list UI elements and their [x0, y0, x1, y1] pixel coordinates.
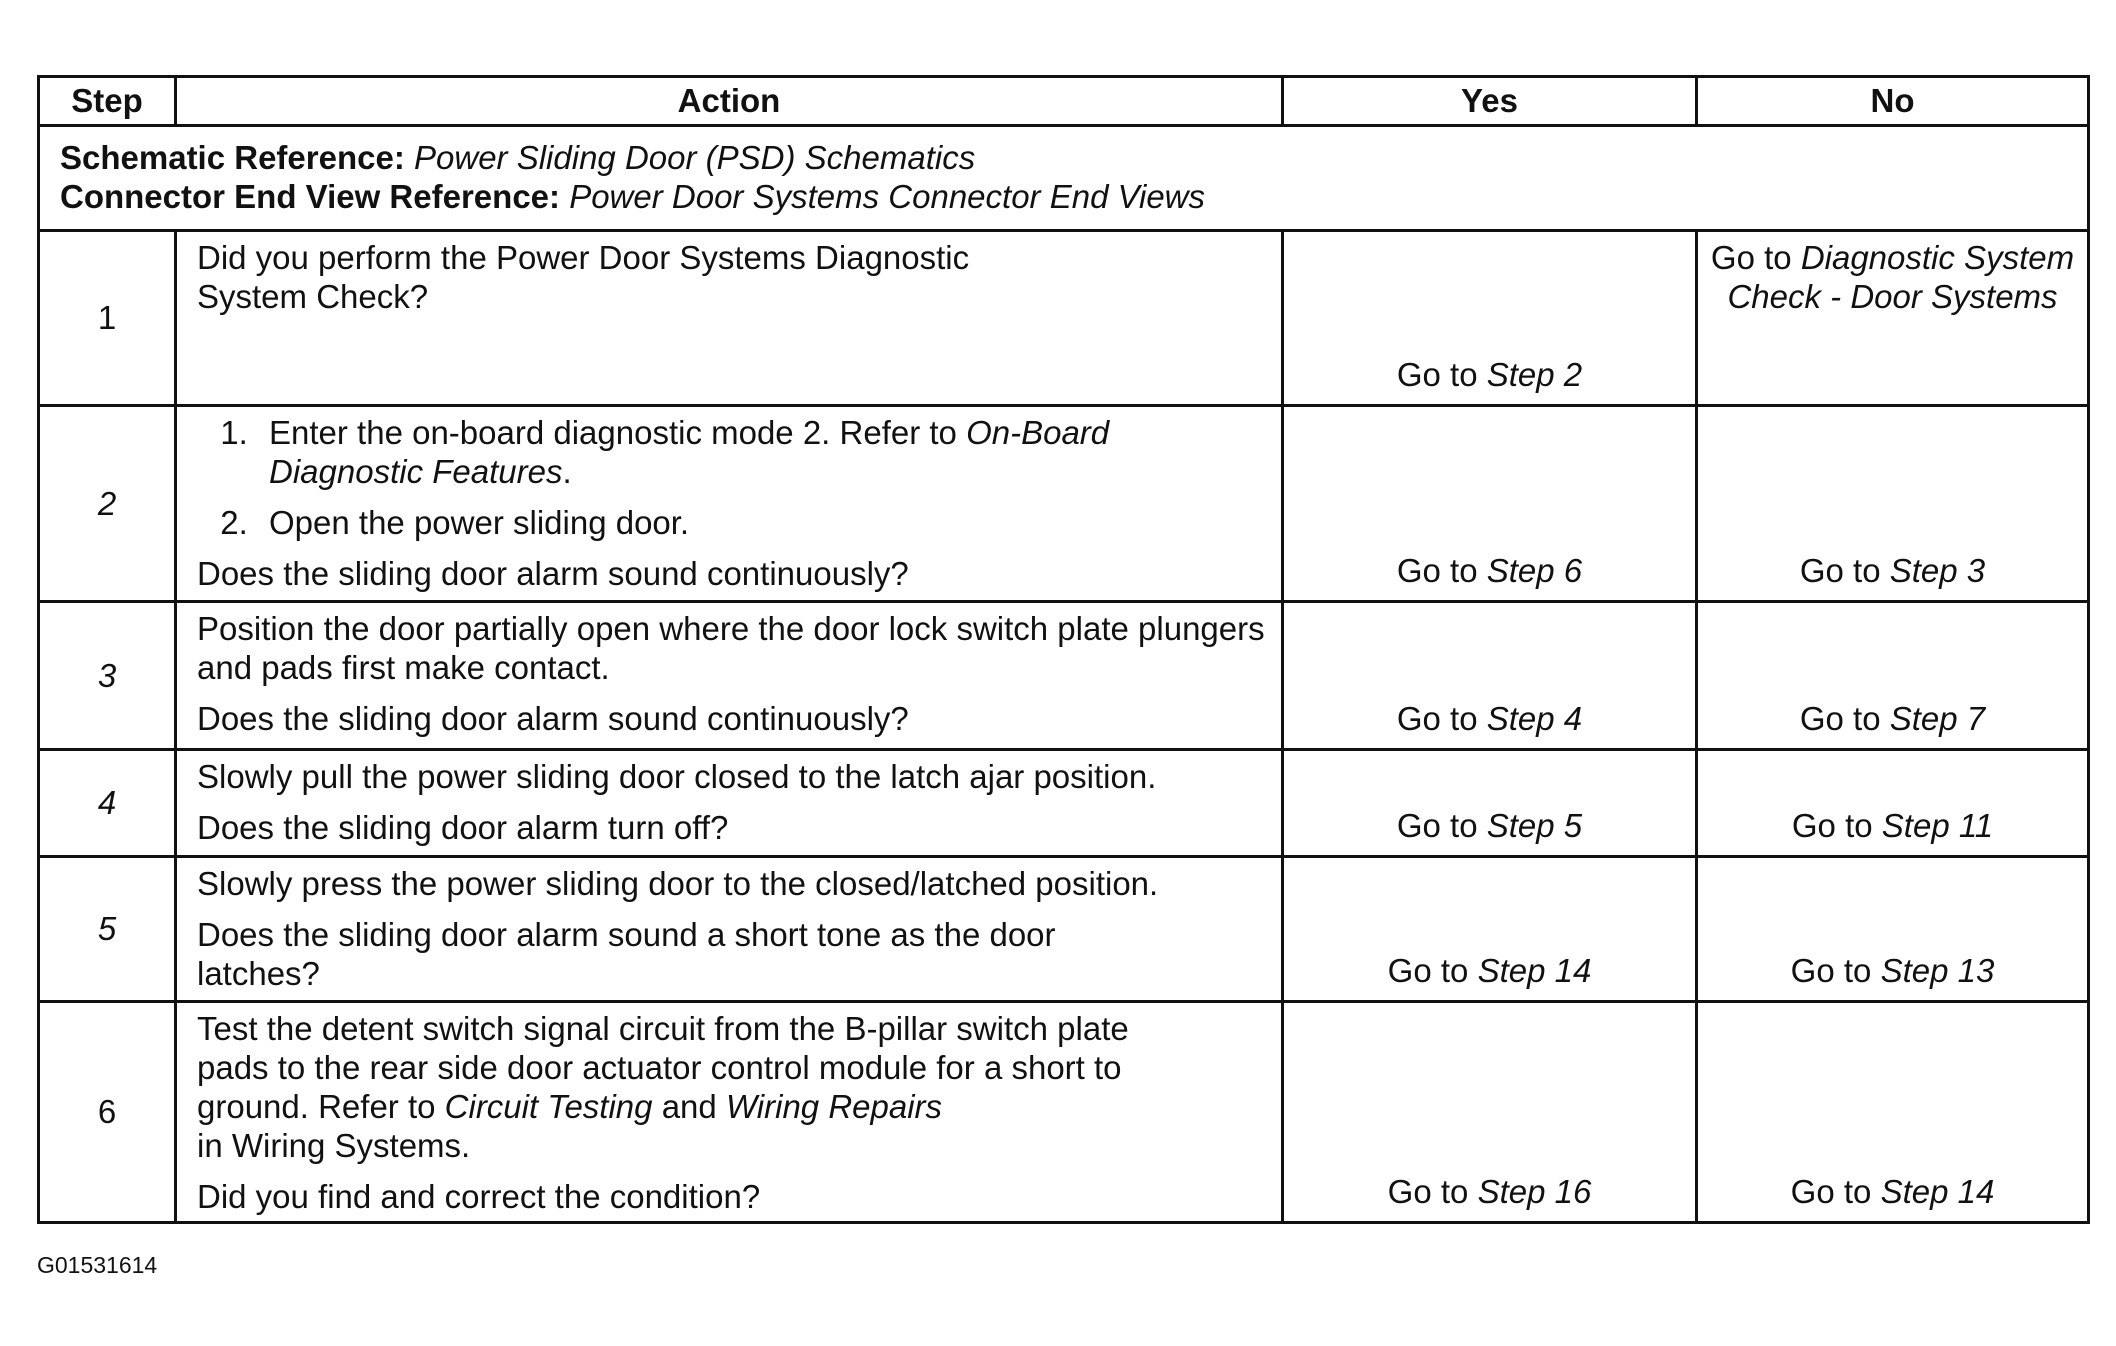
yes-cell — [1283, 602, 1697, 750]
header-action: Action — [176, 77, 1283, 126]
action-instruction: Slowly pull the power sliding door closed to the latch ajar position. — [197, 758, 1157, 795]
action-link[interactable]: Wiring Repairs — [725, 1088, 943, 1125]
yes-cell — [1283, 750, 1697, 857]
schematic-reference-label: Schematic Reference: — [60, 139, 405, 176]
step-number: 5 — [39, 857, 176, 1002]
yes-prefix: Go to — [1396, 356, 1487, 393]
no-cell — [1697, 1002, 2089, 1223]
yes-prefix: Go to — [1396, 552, 1487, 589]
action-text: and — [652, 1088, 726, 1125]
no-step-link[interactable]: Step 7 — [1889, 700, 1986, 737]
action-text: Enter the on-board diagnostic mode 2. Refer to — [269, 414, 967, 451]
action-question: Does the sliding door alarm sound a short tone as the door latches? — [197, 916, 1056, 992]
diagnostic-table — [37, 75, 2090, 1224]
yes-prefix: Go to — [1396, 807, 1487, 844]
no-step-link[interactable]: Step 11 — [1881, 807, 1994, 844]
action-cell — [176, 406, 1283, 602]
yes-cell — [1283, 857, 1697, 1002]
action-cell — [176, 1002, 1283, 1223]
no-step-link[interactable]: Step 14 — [1880, 1173, 1995, 1210]
table-row — [39, 1002, 2089, 1223]
action-question: Does the sliding door alarm sound continuously? — [197, 555, 909, 592]
step-number: 2 — [39, 406, 176, 602]
no-prefix: Go to — [1710, 239, 1801, 276]
no-prefix: Go to — [1799, 552, 1890, 589]
action-cell — [176, 602, 1283, 750]
yes-step-link[interactable]: Step 14 — [1477, 952, 1592, 989]
no-cell — [1697, 231, 2089, 406]
table-row — [39, 406, 2089, 602]
step-number: 4 — [39, 750, 176, 857]
step-number: 3 — [39, 602, 176, 750]
header-step: Step — [39, 77, 176, 126]
header-yes: Yes — [1283, 77, 1697, 126]
header-row — [39, 77, 2089, 126]
yes-prefix: Go to — [1387, 1173, 1478, 1210]
action-list-item — [257, 413, 1265, 491]
action-link[interactable]: On-Board Diagnostic Features — [269, 414, 1110, 490]
action-text-end: . — [562, 453, 572, 490]
figure-code: G01531614 — [37, 1252, 158, 1278]
connector-reference-link[interactable]: Power Door Systems Connector End Views — [569, 178, 1206, 215]
no-prefix: Go to — [1791, 807, 1882, 844]
action-question: Did you perform the Power Door Systems Diagnostic System Check? — [197, 239, 970, 315]
no-cell — [1697, 750, 2089, 857]
yes-step-link[interactable]: Step 16 — [1477, 1173, 1592, 1210]
action-question: Does the sliding door alarm turn off? — [197, 809, 729, 846]
yes-cell — [1283, 1002, 1697, 1223]
header-no: No — [1697, 77, 2089, 126]
no-prefix: Go to — [1799, 700, 1890, 737]
no-step-link[interactable]: Diagnostic System Check - Door Systems — [1727, 239, 2075, 315]
action-cell — [176, 231, 1283, 406]
action-instruction: Slowly press the power sliding door to the closed/latched position. — [197, 865, 1159, 902]
action-cell — [176, 750, 1283, 857]
reference-cell — [39, 126, 2089, 231]
yes-step-link[interactable]: Step 5 — [1486, 807, 1583, 844]
no-step-link[interactable]: Step 3 — [1889, 552, 1986, 589]
action-text: Test the detent switch signal circuit from the B-pillar switch plate pads to the rear side door actuator control module for a short to ground. Refer to — [197, 1010, 1129, 1125]
action-link[interactable]: Circuit Testing — [444, 1088, 653, 1125]
table-row — [39, 857, 2089, 1002]
table-row — [39, 602, 2089, 750]
action-list — [197, 413, 1265, 542]
table-row — [39, 231, 2089, 406]
connector-reference — [60, 170, 2067, 223]
yes-step-link[interactable]: Step 4 — [1486, 700, 1583, 737]
action-instruction: Position the door partially open where the door lock switch plate plungers and pads first make contact. — [197, 610, 1265, 686]
action-question: Does the sliding door alarm sound continuously? — [197, 700, 909, 737]
no-step-link[interactable]: Step 13 — [1880, 952, 1995, 989]
step-number: 1 — [39, 231, 176, 406]
table-row — [39, 750, 2089, 857]
yes-cell — [1283, 406, 1697, 602]
schematic-reference-link[interactable]: Power Sliding Door (PSD) Schematics — [414, 139, 976, 176]
action-cell — [176, 857, 1283, 1002]
action-question: Did you find and correct the condition? — [197, 1178, 761, 1215]
yes-prefix: Go to — [1396, 700, 1487, 737]
yes-step-link[interactable]: Step 2 — [1486, 356, 1583, 393]
action-instruction — [197, 1009, 1265, 1165]
yes-prefix: Go to — [1387, 952, 1478, 989]
connector-reference-label: Connector End View Reference: — [60, 178, 561, 215]
no-cell — [1697, 602, 2089, 750]
action-list-item: 2. Open the power sliding door. — [257, 503, 1265, 542]
yes-step-link[interactable]: Step 6 — [1486, 552, 1583, 589]
step-number: 6 — [39, 1002, 176, 1223]
no-prefix: Go to — [1790, 952, 1881, 989]
action-text-end: in Wiring Systems. — [197, 1127, 471, 1164]
no-cell — [1697, 406, 2089, 602]
no-prefix: Go to — [1790, 1173, 1881, 1210]
reference-row — [39, 126, 2089, 231]
no-cell — [1697, 857, 2089, 1002]
yes-cell — [1283, 231, 1697, 406]
